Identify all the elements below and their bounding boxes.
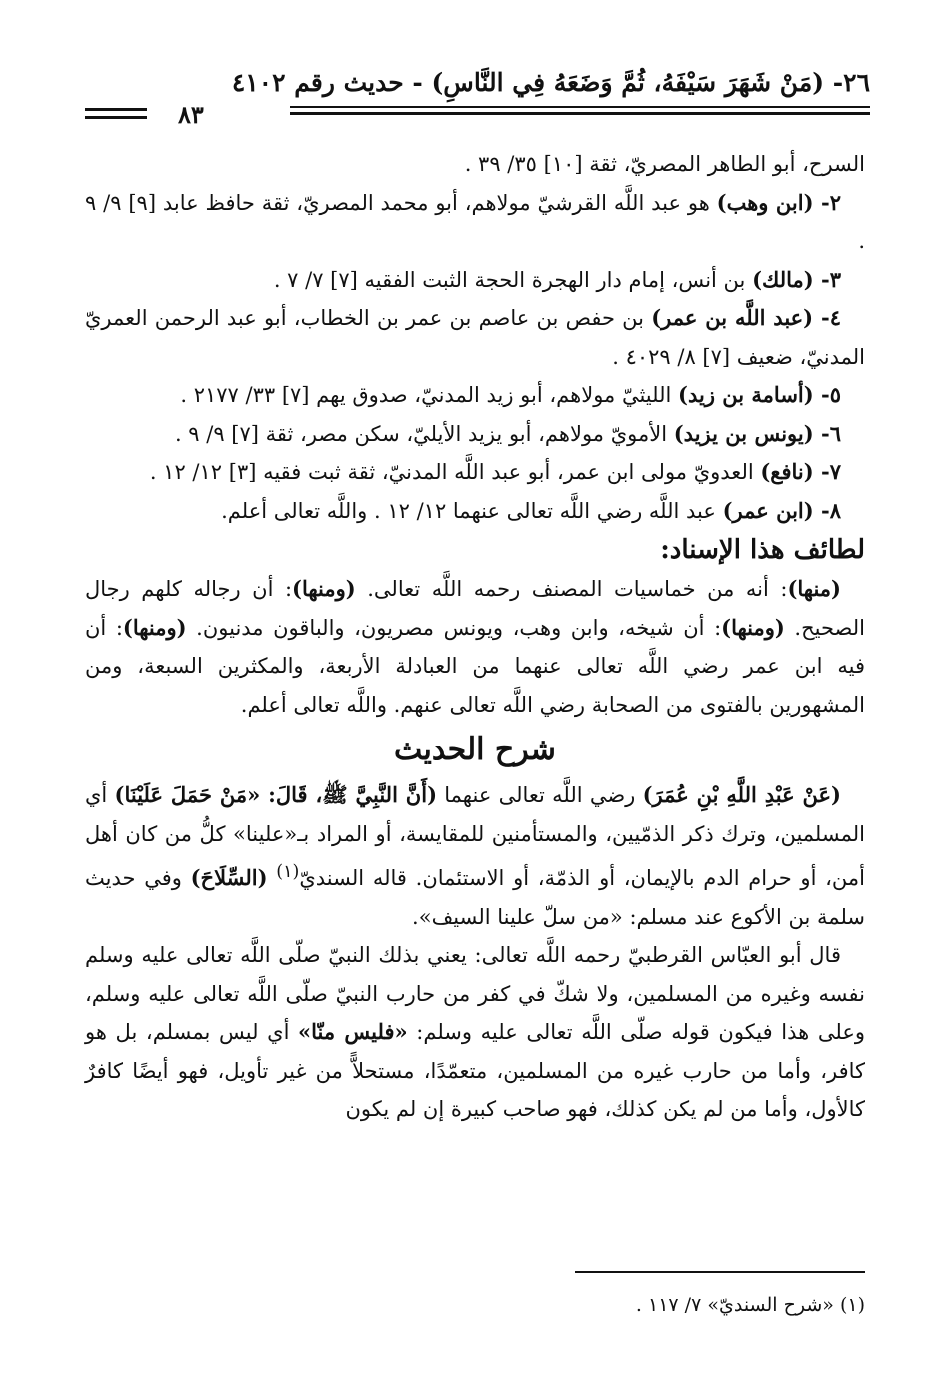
sharh-text: وفي حديث سلمة بن الأكوع عند مسلم: «من سلّ علينا السيف». (85, 866, 865, 929)
sharh-paragraph (85, 936, 865, 1129)
narrator-text: هو عبد اللَّه القرشيّ مولاهم، أبو محمد المصريّ، ثقة حافظ عابد [٩] ٩/ ٩ . (85, 190, 865, 253)
narrator-name: ٣- (مالك) (752, 266, 841, 292)
sharh-text: أي ليس بمسلم، بل هو كافر، وأما من حارب غيره من المسلمين، متعمّدًا، مستحلاًّ من غير تأويل، فهو أيضًا كافرٌ كالأول، وأما من لم يكن كذلك، فهو صاحب كبيرة إن لم يكون (85, 1020, 865, 1121)
lataif-text: : أن رجاله كلهم رجال الصحيح. (85, 577, 865, 640)
lataif-label: (ومنها) (122, 614, 187, 640)
closing-phrase: واللَّه تعالى أعلم. (221, 498, 368, 523)
narrator-name: ٨- (ابن عمر) (722, 497, 841, 523)
narrator-entry (85, 261, 865, 300)
sharh-text: قال أبو العبّاس القرطبيّ رحمه اللَّه تعالى: يعني بذلك النبيّ صلّى اللَّه تعالى عليه وسلم نفسه وغيره من المسلمين، ولا شكّ في كفر من حارب النبيّ صلّى اللَّه تعالى عليه وسلم، وعلى هذا فيكون قوله صلّى اللَّه تعالى عليه وسلم: (85, 943, 865, 1044)
lataif-paragraph (85, 570, 865, 724)
narrator-name: ٥- (أسامة بن زيد) (678, 382, 841, 407)
footnote-divider (575, 1271, 865, 1273)
lataif-text: : أنه من خماسيات المصنف رحمه اللَّه تعالى. (355, 577, 788, 601)
lataif-label: (ومنها) (292, 576, 356, 601)
narrator-name: ٤- (عبد اللَّه بن عمر) (651, 305, 841, 330)
lataif-text: : أن شيخه، وابن وهب، ويونس مصريون، والباقون مدنيون. (186, 615, 722, 640)
footnote: (١) «شرح السنديّ» ٧/ ١١٧ . (635, 1294, 865, 1316)
narrator-text: بن أنس، إمام دار الهجرة الحجة الثبت الفقيه [٧] ٧/ ٧ . (273, 267, 753, 292)
narrator-text: عبد اللَّه رضي اللَّه تعالى عنهما ١٢/ ١٢ . (367, 498, 723, 523)
narrator-entry (85, 376, 865, 415)
header-rule (290, 112, 870, 115)
lataif-text: : أن فيه ابن عمر رضي اللَّه تعالى عنهما من العبادلة الأربعة، والمكثرين السبعة، ومن المشهورين بالفتوى من الصحابة رضي اللَّه تعالى عنهم. واللَّه تعالى أعلم. (85, 615, 865, 717)
narrator-text: العدويّ مولى ابن عمر، أبو عبد اللَّه المدنيّ، ثقة ثبت فقيه [٣] ١٢/ ١٢ . (149, 460, 761, 484)
lataif-label: (ومنها) (721, 614, 785, 640)
footnote-ref[interactable]: (١) (276, 862, 300, 882)
narrator-entry (85, 184, 865, 261)
sharh-text: رضي اللَّه تعالى عنهما (437, 783, 643, 807)
hadith-text: (السِّلَاحَ) (190, 865, 268, 890)
hadith-narrator: (عَنْ عَبْدِ اللَّهِ بْنِ عُمَرَ) (642, 782, 841, 807)
sharh-text: أي المسلمين، وترك ذكر الذمّيين، والمستأمنين للمقايسة، أو المراد بـ«علينا» كلُّ من كان أهل أمن، أو حرام الدم بالإيمان، أو الذمّة، أو الاستئمان. قاله السنديّ (85, 783, 865, 890)
header-rule (290, 106, 870, 108)
narrator-continuation: السرح، أبو الطاهر المصريّ، ثقة [١٠] ٣٥/ ٣٩ . (464, 152, 865, 176)
narrator-text: بن حفص بن عاصم بن عمر بن الخطاب، أبو عبد الرحمن العمريّ المدنيّ، ضعيف [٧] ٨/ ٤٠٢٩ . (85, 306, 865, 369)
page-number: ٨٣ (178, 100, 204, 129)
narrator-text: الليثيّ مولاهم، أبو زيد المدنيّ، صدوق يهم [٧] ٣٣/ ٢١٧٧ . (180, 383, 679, 407)
page-header (80, 60, 870, 130)
narrator-entry (85, 492, 865, 531)
narrator-entry (85, 415, 865, 454)
narrator-text: الأمويّ مولاهم، أبو يزيد الأيليّ، سكن مصر، ثقة [٧] ٩/ ٩ . (174, 421, 674, 446)
narrator-name: ٢- (ابن وهب) (716, 189, 841, 215)
header-title: ٢٦- (مَنْ شَهَرَ سَيْفَهُ، ثُمَّ وَضَعَهُ فِي النَّاسِ) - حديث رقم ٤١٠٢ (231, 68, 870, 97)
hadith-text: (أَنَّ النَّبِيَّ ﷺ، قَالَ: «مَنْ حَمَلَ عَلَيْنَا) (114, 782, 437, 807)
narrator-name: ٦- (يونس بن يزيد) (673, 420, 841, 446)
narrator-entry (85, 299, 865, 376)
sharh-paragraph (85, 776, 865, 936)
narrator-entry (85, 453, 865, 492)
sharh-text (268, 866, 277, 890)
hadith-quote: «فليس منّا» (298, 1019, 408, 1044)
page-number-rule (85, 116, 147, 119)
lataif-heading: لطائف هذا الإسناد: (660, 535, 865, 565)
lataif-label: (منها) (787, 576, 841, 601)
main-text (85, 145, 865, 1129)
sharh-heading: شرح الحديث (394, 732, 556, 767)
page-number-rule (85, 108, 147, 111)
narrator-name: ٧- (نافع) (760, 459, 841, 484)
